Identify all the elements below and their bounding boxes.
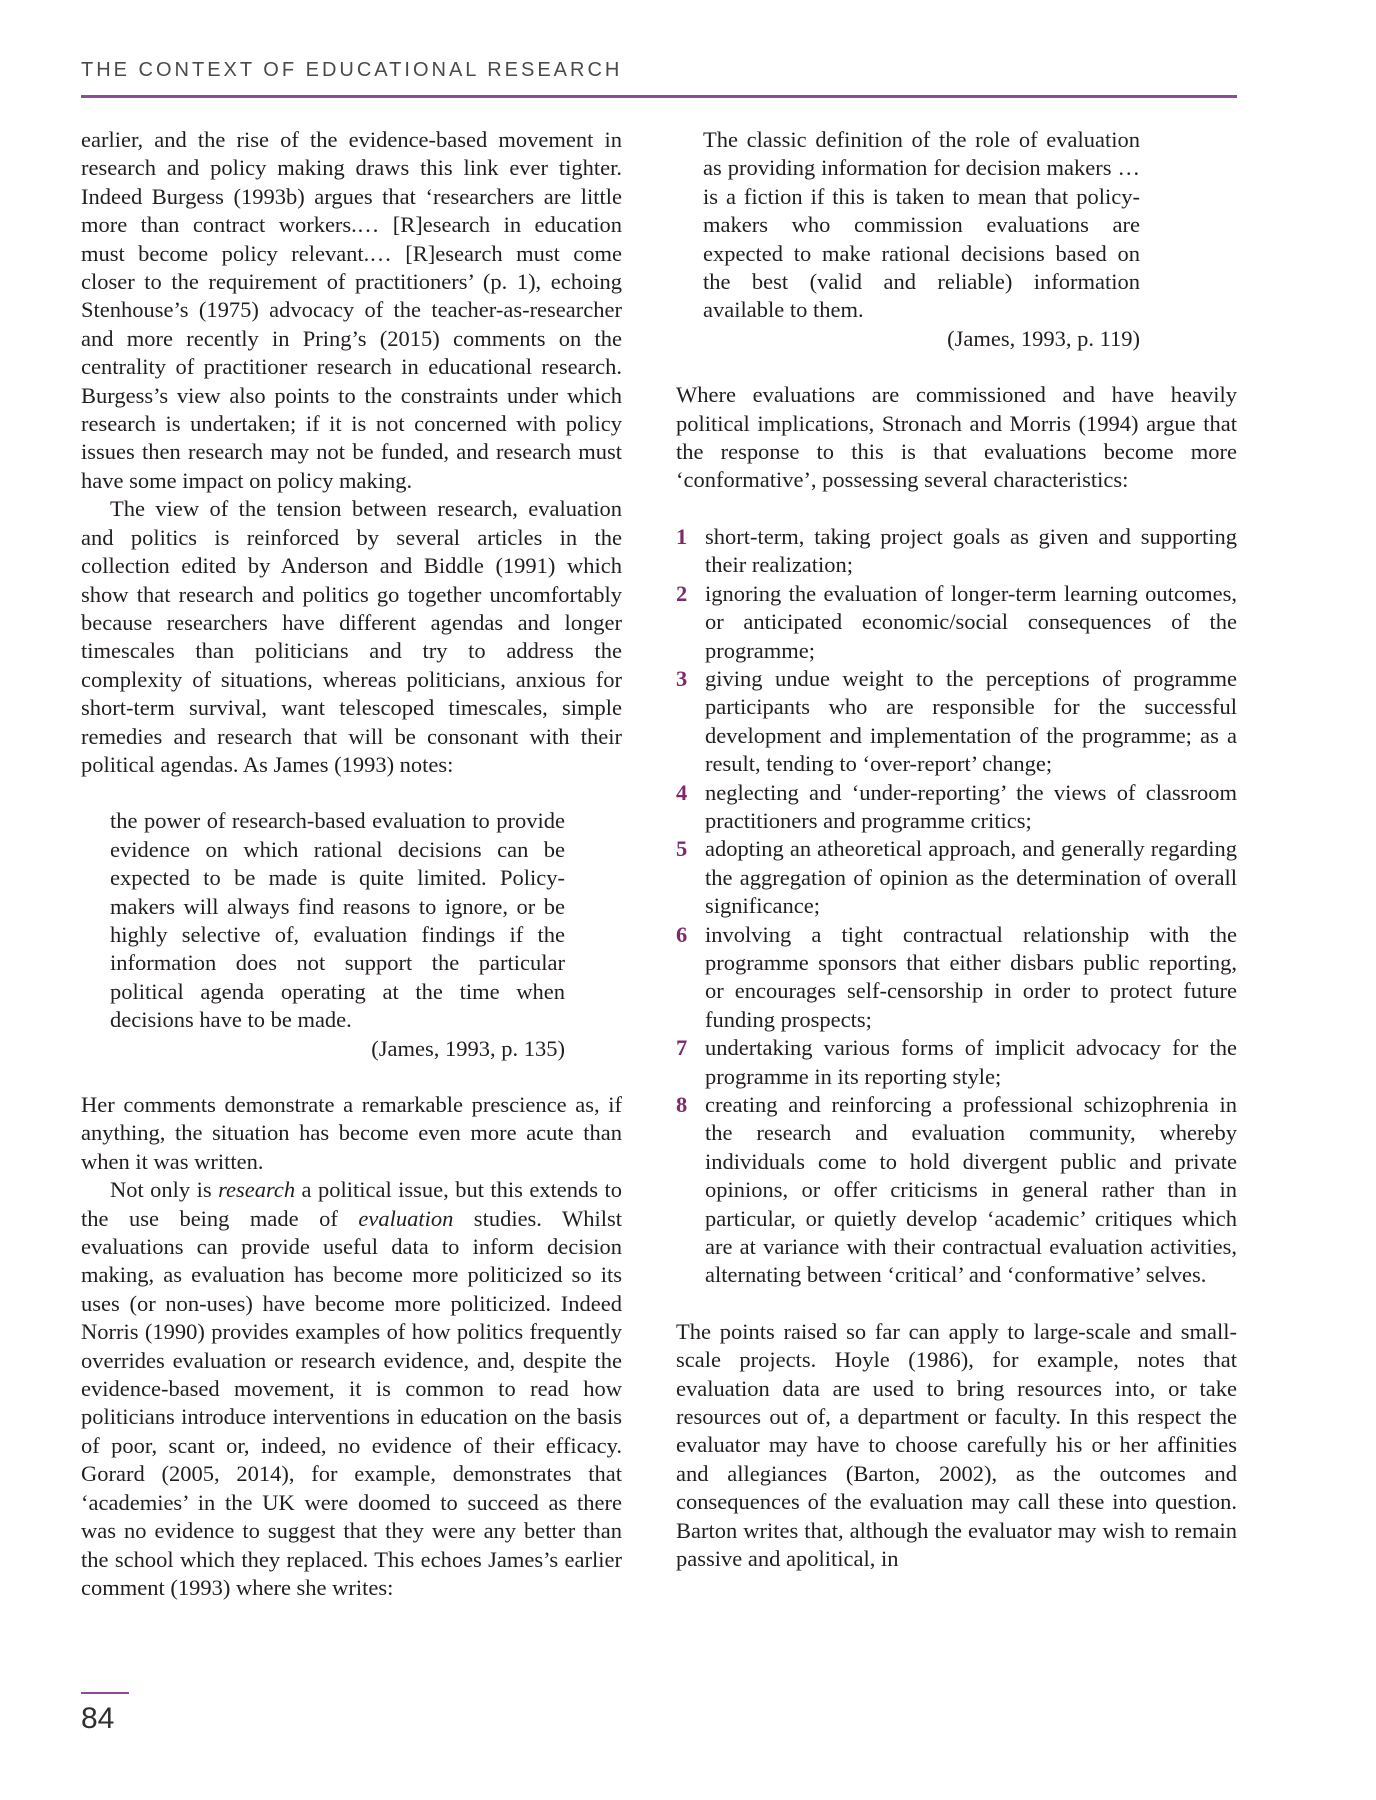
italic-term: research	[218, 1177, 296, 1203]
paragraph-segment: a political issue, but this extends to the use being made of	[81, 1177, 622, 1231]
header-rule	[81, 95, 1237, 98]
right-column	[676, 126, 1237, 1602]
left-column	[81, 126, 622, 1602]
paragraph	[81, 1176, 622, 1602]
list-number: 3	[676, 665, 688, 691]
two-column-text	[81, 126, 1237, 1602]
page-footer	[81, 1692, 129, 1735]
list-item	[676, 921, 1237, 1035]
list-number: 7	[676, 1035, 688, 1061]
list-item	[676, 580, 1237, 665]
list-item-text: adopting an atheoretical approach, and generally regarding the aggregation of opinion as the determination of overall significance;	[705, 836, 1237, 919]
list-number: 2	[676, 580, 688, 606]
paragraph: Where evaluations are commissioned and have heavily political implications, Stronach and Morris (1994) argue that the response to this is that evaluations become more ‘conformative’, possessing several characteristics:	[676, 382, 1237, 493]
list-number: 6	[676, 921, 688, 947]
block-quote	[703, 126, 1140, 353]
characteristics-list	[676, 523, 1237, 1290]
list-item	[676, 523, 1237, 580]
footer-rule	[81, 1692, 129, 1694]
list-item-text: neglecting and ‘under-reporting’ the views of classroom practitioners and programme critics;	[705, 779, 1237, 833]
list-item	[676, 835, 1237, 920]
paragraph: The points raised so far can apply to large-scale and small-scale projects. Hoyle (1986), for example, notes that evaluation data are used to bring resources into, or take resources out of, a department or faculty. In this respect the evaluator may have to choose carefully his or her affinities and allegiances (Barton, 2002), as the outcomes and consequences of the evaluation may call these into question. Barton writes that, although the evaluator may wish to remain passive and apolitical, in	[676, 1318, 1237, 1572]
page-number: 84	[81, 1702, 115, 1735]
paragraph-segment: studies. Whilst evaluations can provide useful data to inform decision making, as evaluation has become more politicized so its uses (or non-uses) have become more politicized. Indeed Norris (1990) provides examples of how politics frequently overrides evaluation or research evidence, and, despite the evidence-based movement, it is common to read how politicians introduce interventions in education on the basis of poor, scant or, indeed, no evidence of their efficacy. Gorard (2005, 2014), for example, demonstrates that ‘academies’ in the UK were doomed to succeed as there was no evidence to suggest that they were any better than the school which they replaced. This echoes James’s earlier comment (1993) where she writes:	[81, 1205, 623, 1600]
list-item	[676, 1091, 1237, 1290]
quote-text: the power of research-based evaluation to provide evidence on which rational decisions can be expected to be made is quite limited. Policy-makers will always find reasons to ignore, or be highly selective of, evaluation findings if the information does not support the particular political agenda operating at the time when decisions have to be made.	[110, 808, 565, 1033]
quote-attribution: (James, 1993, p. 135)	[371, 1035, 565, 1061]
list-item-text: giving undue weight to the perceptions of programme participants who are responsible for the successful development and implementation of the programme; as a result, tending to ‘over-report’ change;	[705, 665, 1237, 777]
list-number: 5	[676, 836, 688, 862]
italic-term: evaluation	[358, 1205, 454, 1231]
paragraph-segment: Not only is	[110, 1177, 219, 1203]
running-header: THE CONTEXT OF EDUCATIONAL RESEARCH	[81, 59, 623, 81]
list-item	[676, 1034, 1237, 1091]
list-number: 4	[676, 779, 688, 805]
quote-attribution: (James, 1993, p. 119)	[947, 325, 1140, 351]
list-item-text: short-term, taking project goals as given and supporting their realization;	[705, 523, 1237, 578]
page-content	[81, 58, 1237, 1602]
list-item	[676, 779, 1237, 836]
list-item-text: creating and reinforcing a professional schizophrenia in the research and evaluation community, whereby individuals come to hold divergent public and private opinions, or offer criticisms in general rather than in particular, or quietly develop ‘academic’ critiques which are at variance with their contractual evaluation activities, alternating between ‘critical’ and ‘conformative’ selves.	[705, 1092, 1237, 1288]
list-item-text: involving a tight contractual relationship with the programme sponsors that either disbars public reporting, or encourages self-censorship in order to protect future funding prospects;	[705, 921, 1237, 1032]
list-item-text: ignoring the evaluation of longer-term learning outcomes, or anticipated economic/social consequences of the programme;	[705, 580, 1237, 663]
paragraph: earlier, and the rise of the evidence-based movement in research and policy making draws this link ever tighter. Indeed Burgess (1993b) argues that ‘researchers are little more than contract workers.… [R]esearch in education must become policy relevant.… [R]esearch must come closer to the requirement of practitioners’ (p. 1), echoing Stenhouse’s (1975) advocacy of the teacher-as-researcher and more recently in Pring’s (2015) comments on the centrality of practitioner research in educational research. Burgess’s view also points to the constraints under which research is undertaken; if it is not concerned with policy issues then research may not be funded, and research must have some impact on policy making.	[81, 127, 622, 493]
list-item	[676, 665, 1237, 779]
paragraph: Her comments demonstrate a remarkable prescience as, if anything, the situation has become even more acute than when it was written.	[81, 1092, 622, 1174]
list-number: 1	[676, 523, 688, 549]
block-quote	[110, 807, 565, 1063]
list-number: 8	[676, 1092, 688, 1117]
paragraph: The view of the tension between research, evaluation and politics is reinforced by several articles in the collection edited by Anderson and Biddle (1991) which show that research and politics go together uncomfortably because researchers have different agendas and longer timescales than politicians and try to address the complexity of situations, whereas politicians, anxious for short-term survival, want telescoped timescales, simple remedies and research that will be consonant with their political agendas. As James (1993) notes:	[81, 496, 622, 777]
list-item-text: undertaking various forms of implicit advocacy for the programme in its reporting style;	[705, 1035, 1237, 1089]
quote-text: The classic definition of the role of evaluation as providing information for decision makers … is a fiction if this is taken to mean that policy-makers who commission evaluations are expected to make rational decisions based on the best (valid and reliable) information available to them.	[703, 127, 1140, 323]
